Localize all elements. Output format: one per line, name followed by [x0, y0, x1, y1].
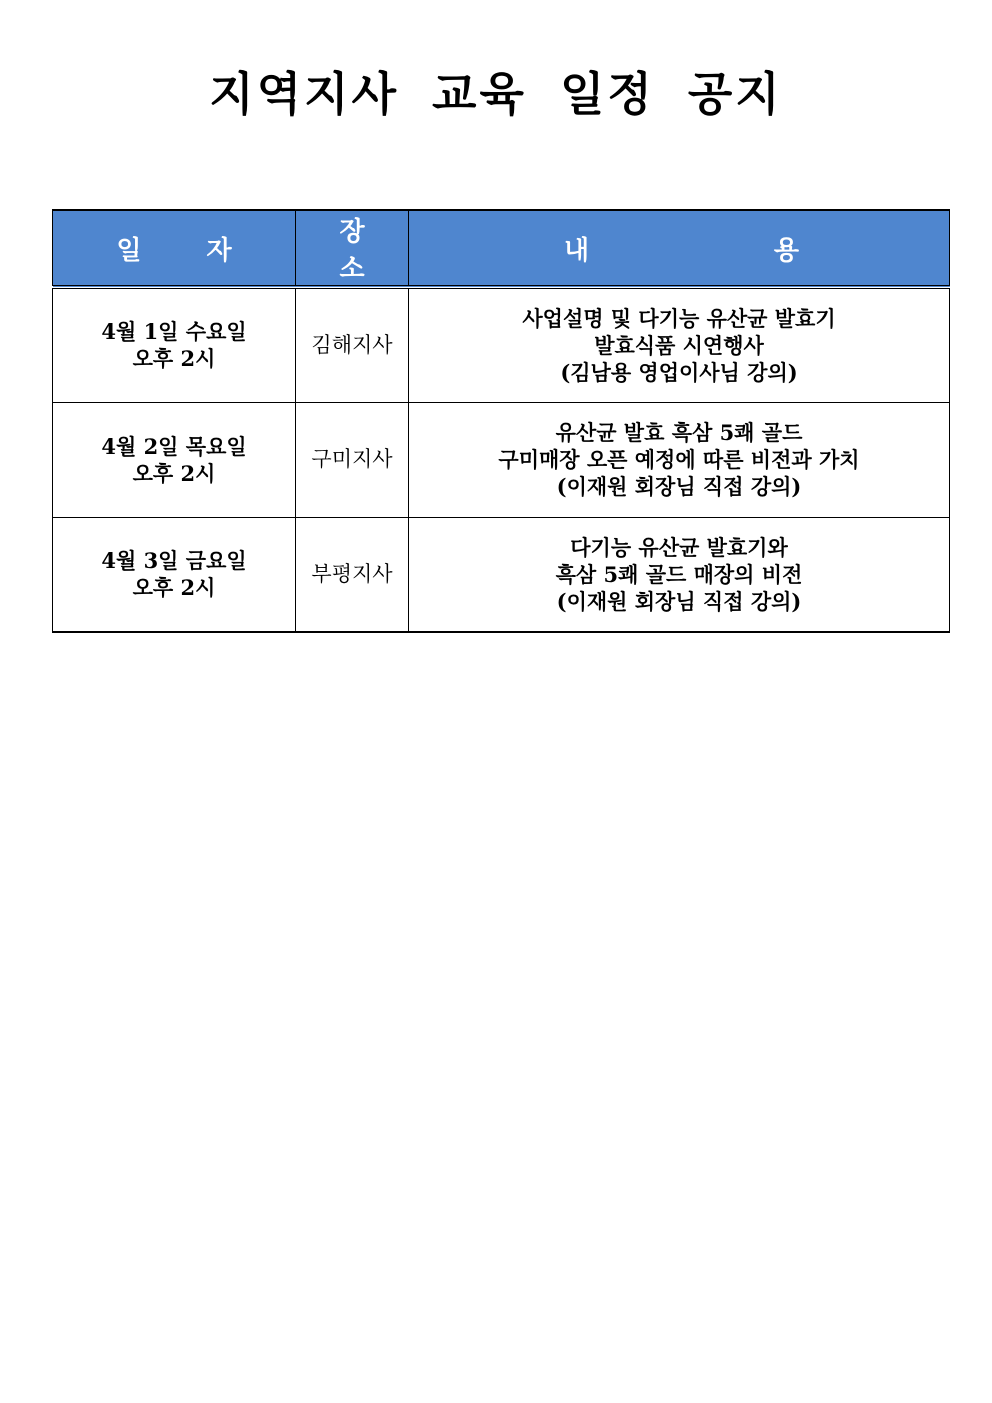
content-line: (김남용 영업이사님 강의) [560, 359, 798, 385]
table-row [53, 287, 950, 402]
date-time: 오후 2시 [132, 575, 216, 601]
cell-date [53, 402, 296, 517]
header-date: 일 자 [53, 210, 296, 287]
content-line: (이재원 회장님 직접 강의) [556, 474, 802, 499]
header-content: 내 용 [409, 210, 950, 287]
cell-content [409, 287, 950, 402]
cell-content [409, 517, 950, 632]
schedule-table [52, 209, 950, 633]
content-line: 흑삼 5쾌 골드 매장의 비전 [555, 561, 803, 587]
content-line: 유산균 발효 흑삼 5쾌 골드 [555, 420, 803, 445]
content-line: (이재원 회장님 직접 강의) [556, 588, 802, 614]
cell-date [53, 517, 296, 632]
header-place: 장 소 [296, 210, 409, 287]
date-day: 4월 3일 금요일 [101, 548, 247, 574]
content-line: 구미매장 오픈 예정에 따른 비전과 가치 [498, 447, 860, 472]
date-day: 4월 2일 목요일 [101, 433, 247, 459]
page-title: 지역지사 교육 일정 공지 [209, 67, 783, 121]
cell-place: 부평지사 [296, 517, 409, 632]
table-row [53, 402, 950, 517]
table-row [53, 517, 950, 632]
cell-content [409, 402, 950, 517]
content-line: 다기능 유산균 발효기와 [570, 534, 788, 560]
date-day: 4월 1일 수요일 [101, 319, 247, 345]
content-line: 사업설명 및 다기능 유산균 발효기 [522, 305, 836, 331]
date-time: 오후 2시 [132, 346, 216, 372]
date-time: 오후 2시 [132, 460, 216, 486]
cell-place: 구미지사 [296, 402, 409, 517]
cell-place: 김해지사 [296, 287, 409, 402]
content-line: 발효식품 시연행사 [594, 332, 764, 358]
cell-date [53, 287, 296, 402]
table-header-row [53, 210, 950, 287]
